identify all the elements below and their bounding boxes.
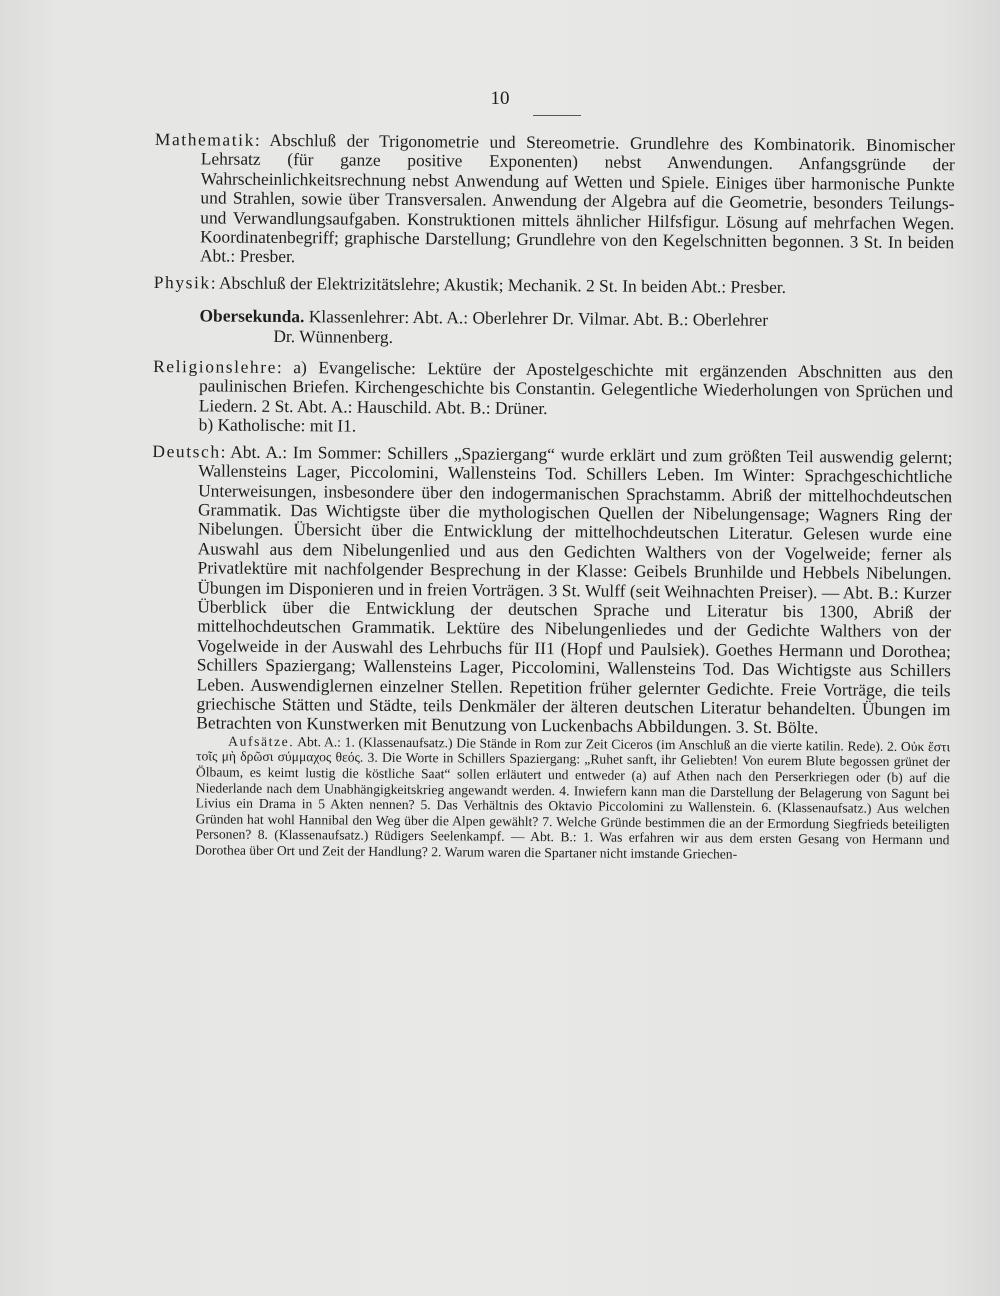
class-teachers-line2: Dr. Wünnenberg. [273,325,394,347]
class-teachers-line1: Klassenlehrer: Abt. A.: Oberlehrer Dr. Vilmar. Abt. B.: Oberlehrer [308,306,769,331]
subject-label-mathematik: Mathematik [154,129,256,150]
class-heading-obersekunda [153,306,953,351]
physik-text: Abschluß der Elektrizitätslehre; Akustik; Mechanik. 2 St. In beiden Abt.: Presber. [218,272,787,297]
aufsaetze-text: Abt. A.: 1. (Klassenaufsatz.) Die Stände in Rom zur Zeit Ciceros (im Anschluß an die vierte katilin. Rede). 2. Οὐκ ἔστι τοῖς μὴ δρῶσι σύμμαχος θεός. 3. Die Worte in Schillers Spaziergang: „Ruhet sanft, ihr Geliebten! Von eurem Blute begossen grünet der Ölbaum, es keimt lustig die köstliche Saat“ sollen erläutert und entweder (a) auf Athen nach den Perserkriegen oder (b) auf die Niederlande nach dem Unabhängigkeitskrieg angewandt werden. 4. Inwiefern kann man die Darstellung der Belagerung von Sagunt bei Livius ein Drama in 5 Akten nennen? 5. Das Verhältnis des Oktavio Piccolomini zu Wallenstein. 6. (Klassenaufsatz.) Aus welchen Gründen hat wohl Hannibal den Weg über die Alpen gewählt? 7. Welche Gründe bestimmen die an der Ermordung Siegfrieds beteiligten Personen? 8. (Klassenaufsatz.) Rüdigers Seelenkampf. — Abt. B.: 1. Was erfahren wir aus dem ersten Gesang von Hermann und Dorothea über Ort und Zeit der Handlung? 2. Warum waren die Spartaner nicht imstande Griechen- [195,733,951,862]
page-number-rule [533,115,581,116]
subject-label-physik: Physik [153,271,211,293]
section-aufsaetze [149,733,950,864]
section-deutsch: Deutsch: Abt. A.: Im Sommer: Schillers „Spaziergang“ wurde erklärt und zum größten Teil auswendig gelernt; Wallensteins Lager, Piccolomini, Wallensteins Tod. Schillers Leben. Im Winter: Sprachgeschichtliche Unterweisungen, insbesondere über den indogermanischen Sprachstamm. Abriß der mittelhochdeutschen Grammatik. Das Wichtigste über die mythologischen Quellen der Nibelungensage; Wagners Ring der Nibelungen. Übersicht über die Entwicklung der mittelhochdeutschen Literatur. Gelesen wurde eine Auswahl aus dem Nibelungenlied und aus den Gedichten Walthers von der Vogelweide; ferner als Privatlektüre mit nachfolgender Besprechung in der Klasse: Geibels Brunhilde und Hebbels Nibelungen. Übungen im Disponieren und in freien Vorträgen. 3 St. Wulff (seit Weihnachten Preiser). — Abt. B.: Kurzer Überblick über die Entwicklung der deutschen Sprache und Literatur bis 1300, Abriß der mittelhochdeutschen Grammatik. Lektüre des Nibelungenliedes und der Gedichte Walthers von der Vogelweide in der Auswahl des Lehrbuchs für II1 (Hopf und Paulsiek). Goethes Hermann und Dorothea; Schillers Spaziergang; Wallensteins Lager, Piccolomini, Wallensteins Tod. Das Wichtigste aus Schillers Leben. Auswendiglernen einzelner Stellen. Repetition früher gelernter Gedichte. Freie Vorträge, die teils griechische Stätten und Städte, teils Denkmäler der älteren deutschen Literatur behandelten. Übungen im Betrachten von Kunstwerken mit Benutzung von Luckenbachs Abbildungen. 3. St. Bölte. [152,440,953,738]
subject-label-deutsch: Deutsch [152,440,221,462]
mathematik-text: Abschluß der Trigonometrie und Stereometrie. Grundlehre des Kombinatorik. Binomischer Lehrsatz (für ganze positive Exponenten) nebst Anwendungen. Anfangsgründe der Wahrscheinlichkeitsrechnung nebst Anwendung auf Wetten und Spiele. Einiges über harmonische Punkte und Strahlen, sowie über Transversalen. Anwendung der Algebra auf die Geometrie, besonders Teilungs- und Verwandlungsaufgaben. Konstruktionen mittels ähnlicher Hilfsfigur. Lösung auf mehrfachen Wegen. Koordinatenbegriff; graphische Darstellung; Grundlehre von den Kegelschnitten begonnen. 3 St. In beiden Abt.: Presber. [199,129,955,267]
religion-text: a) Evangelische: Lektüre der Apostelgeschichte mit ergänzenden Abschnitten aus den paulinischen Briefen. Kirchengeschichte bis Constantin. Gelegentliche Wiederholungen von Sprüchen und Liedern. 2 St. Abt. A.: Hauschild. Abt. B.: Drüner. [198,357,954,418]
subject-label-religion: Religionslehre [153,356,278,378]
section-mathematik: Mathematik: Abschluß der Trigonometrie und Stereometrie. Grundlehre des Kombinatorik. Binomischer Lehrsatz (für ganze positive Exponenten) nebst Anwendungen. Anfangsgründe der Wahrscheinlichkeitsrechnung nebst Anwendung auf Wetten und Spiele. Einiges über harmonische Punkte und Strahlen, sowie über Transversalen. Anwendung der Algebra auf die Geometrie, besonders Teilungs- und Verwandlungsaufgaben. Konstruktionen mittels ähnlicher Hilfsfigur. Lösung auf mehrfachen Wegen. Koordinatenbegriff; graphische Darstellung; Grundlehre von den Kegelschnitten begonnen. 3 St. In beiden Abt.: Presber. [154,129,955,267]
religion-text-katholisch: b) Katholische: mit I1. [198,414,357,436]
section-physik: Physik: Abschluß der Elektrizitätslehre; Akustik; Mechanik. 2 St. In beiden Abt.: Presber. [153,271,787,297]
section-religion: Religionslehre: a) Evangelische: Lektüre der Apostelgeschichte mit ergänzenden Abschnitten aus den paulinischen Briefen. Kirchengeschichte bis Constantin. Gelegentliche Wiederholungen von Sprüchen und Liedern. 2 St. Abt. A.: Hauschild. Abt. B.: Drüner. b) Katholische: mit I1. [153,357,954,441]
deutsch-text: Abt. A.: Im Sommer: Schillers „Spaziergang“ wurde erklärt und zum größten Teil auswendig gelernt; Wallensteins Lager, Piccolomini, Wallensteins Tod. Schillers Leben. Im Winter: Sprachgeschichtliche Unterweisungen, insbesondere über den indogermanischen Sprachstamm. Abriß der mittelhochdeutschen Grammatik. Das Wichtigste über die mythologischen Quellen der Nibelungensage; Wagners Ring der Nibelungen. Übersicht über die Entwicklung der mittelhochdeutschen Literatur. Gelesen wurde eine Auswahl aus dem Nibelungenlied und aus den Gedichten Walthers von der Vogelweide; ferner als Privatlektüre mit nachfolgender Besprechung in der Klasse: Geibels Brunhilde und Hebbels Nibelungen. Übungen im Disponieren und in freien Vorträgen. 3 St. Wulff (seit Weihnachten Preiser). — Abt. B.: Kurzer Überblick über die Entwicklung der deutschen Sprache und Literatur bis 1300, Abriß der mittelhochdeutschen Grammatik. Lektüre des Nibelungenliedes und der Gedichte Walthers von der Vogelweide in der Auswahl des Lehrbuchs für II1 (Hopf und Paulsiek). Goethes Hermann und Dorothea; Schillers Spaziergang; Wallensteins Lager, Piccolomini, Wallensteins Tod. Das Wichtigste aus Schillers Leben. Auswendiglernen einzelner Stellen. Repetition früher gelernter Gedichte. Freie Vorträge, die teils griechische Stätten und Städte, teils Denkmäler der älteren deutschen Literatur behandelten. Übungen im Betrachten von Kunstwerken mit Benutzung von Luckenbachs Abbildungen. 3. St. Bölte. [196,441,953,738]
page-number: 10 [490,88,510,109]
aufsaetze-label: Aufsätze. [228,733,295,749]
class-title: Obersekunda. [199,305,305,327]
page-body [149,130,955,864]
